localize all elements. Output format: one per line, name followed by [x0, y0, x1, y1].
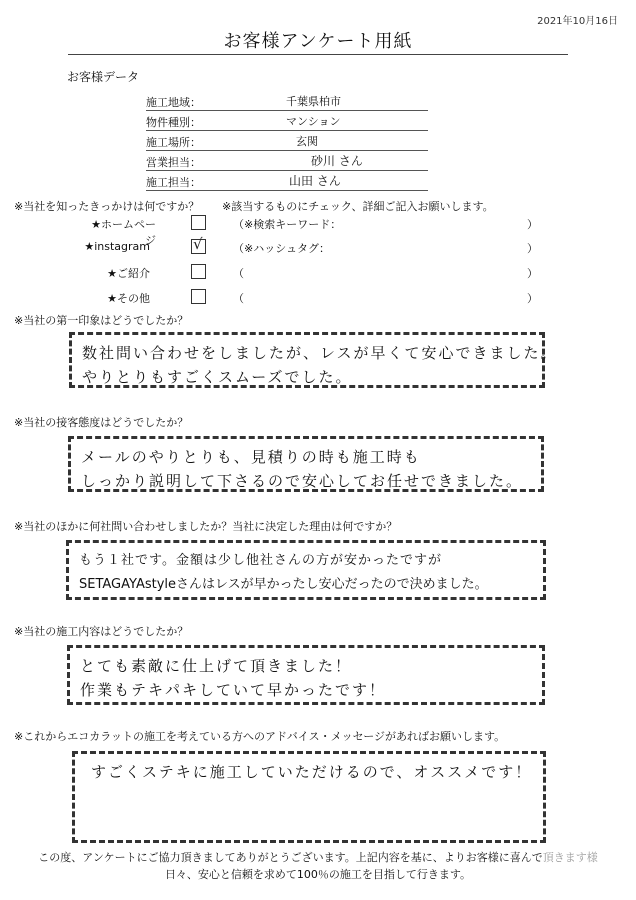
question-how-found: ※当社を知ったきっかけは何ですか？	[14, 200, 200, 213]
option-label-referral: ★ご紹介	[107, 267, 150, 280]
row-value: 千葉県柏市	[286, 95, 341, 108]
option-label-instagram: ★instagram	[84, 240, 150, 253]
footer-commitment: 日々、安心と信頼を求めて100％の施工を目指して行きます。	[164, 868, 472, 881]
detail-label-keyword: （※検索キーワード：	[233, 218, 342, 231]
footer-thanks-main: この度、アンケートにご協力頂きましてありがとうございます。上記内容を基に、よりお客様に喜んで	[38, 851, 543, 864]
option-label-other: ★その他	[107, 292, 150, 305]
question-advice-message: ※これからエコカラットの施工を考えている方へのアドバイス・メッセージがあればお願いします。	[14, 730, 506, 743]
question-other-companies: ※当社のほかに何社問い合わせしましたか？当社に決定した理由は何ですか？	[14, 520, 398, 533]
customer-row-area	[146, 91, 428, 111]
answer-line: 数社問い合わせをしましたが、レスが早くて安心できました。	[82, 344, 558, 362]
question-first-impression: ※当社の第一印象はどうでしたか？	[14, 314, 189, 327]
customer-row-location	[146, 131, 428, 151]
paren-close: ）	[527, 242, 538, 255]
customer-data-heading: お客様データ	[67, 70, 140, 84]
checkbox-homepage[interactable]	[191, 215, 206, 230]
answer-line: 作業もテキパキしていて早かったです！	[80, 681, 387, 699]
customer-row-installer	[146, 171, 428, 191]
row-label: 物件種別：	[146, 116, 201, 129]
customer-row-property-type	[146, 111, 428, 131]
answer-line: もう１社です。金額は少し他社さんの方が安かったですが	[79, 553, 442, 568]
checkbox-referral[interactable]	[191, 264, 206, 279]
question-service-attitude: ※当社の接客態度はどうでしたか？	[14, 416, 189, 429]
paren-close: ）	[527, 292, 538, 305]
answer-line: SETAGAYAstyleさんはレスが早かったし安心だったので決めました。	[79, 577, 488, 592]
row-label: 施工地域：	[146, 96, 201, 109]
footer-thanks-tail: 頂きます様	[542, 851, 598, 864]
row-value: 砂川 さん	[311, 154, 363, 168]
survey-date: 2021年10月16日	[537, 16, 618, 27]
row-value: 玄関	[296, 135, 318, 148]
check-mark-icon: √	[193, 235, 203, 253]
detail-label-referral: （	[233, 267, 244, 280]
row-value: 山田 さん	[289, 174, 341, 188]
customer-row-sales	[146, 151, 428, 171]
answer-line: すごくステキに施工していただけるので、オススメです！	[91, 763, 533, 781]
answer-box-installation-quality	[67, 645, 545, 705]
row-label: 施工担当：	[146, 176, 201, 189]
answer-box-other-companies	[66, 540, 546, 600]
answer-line: しっかり説明して下さるので安心してお任せできました。	[81, 472, 524, 490]
detail-label-hashtag: （※ハッシュタグ：	[233, 242, 330, 255]
title-underline	[68, 54, 568, 55]
footer-thanks	[0, 849, 636, 865]
answer-line: メールのやりとりも、見積りの時も施工時も	[81, 448, 421, 466]
question-check-instruction: ※該当するものにチェック、詳細ご記入お願いします。	[222, 200, 494, 213]
answer-box-first-impression	[69, 332, 558, 388]
row-label: 営業担当：	[146, 156, 201, 169]
row-label: 施工場所：	[146, 136, 201, 149]
checkbox-other[interactable]	[191, 289, 206, 304]
answer-line: やりとりもすごくスムーズでした。	[82, 368, 353, 386]
checkbox-instagram[interactable]	[191, 235, 206, 254]
question-installation-quality: ※当社の施工内容はどうでしたか？	[14, 625, 189, 638]
detail-label-other: （	[233, 292, 244, 305]
option-label-homepage: ★ホームページ	[91, 218, 156, 247]
row-value: マンション	[286, 115, 341, 128]
paren-close: ）	[527, 267, 538, 280]
answer-line: とても素敵に仕上げて頂きました！	[80, 657, 353, 675]
answer-box-service-attitude	[68, 436, 544, 492]
answer-box-advice-message	[72, 751, 546, 843]
page-title: お客様アンケート用紙	[223, 31, 413, 52]
paren-close: ）	[527, 218, 538, 231]
